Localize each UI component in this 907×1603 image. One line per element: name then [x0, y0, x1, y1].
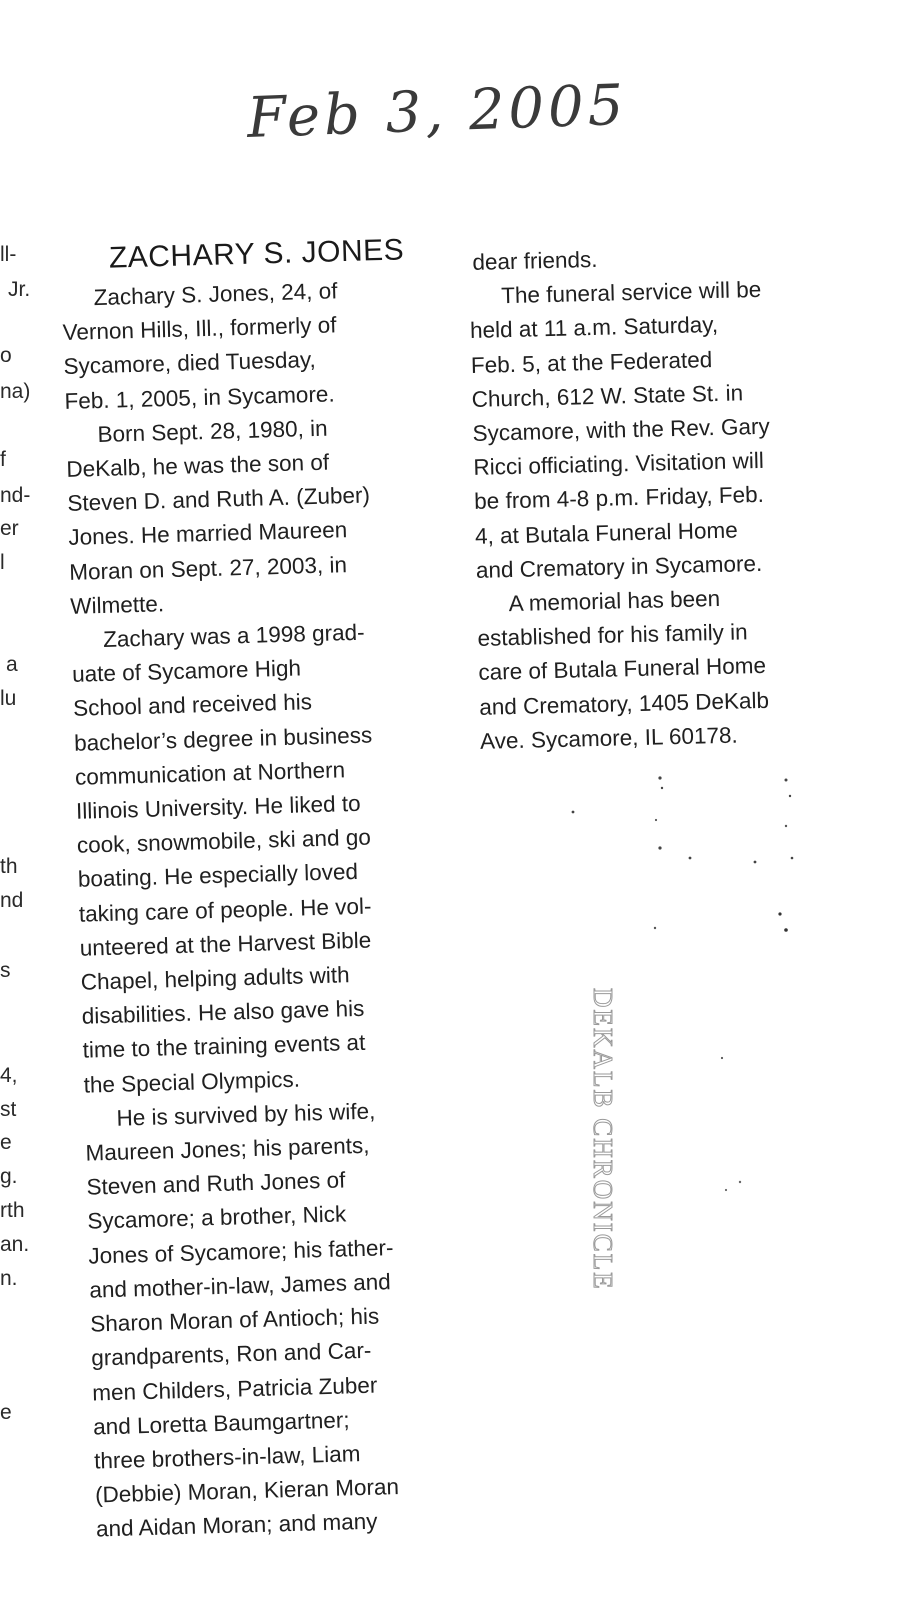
paragraph-memorial: A memorial has been established for his family in care of Butala Funeral Home and Crematory, 1405 DeKalb Ave. Sycamore, IL 60178. [477, 585, 770, 754]
fragment: l [0, 551, 5, 574]
fragment: lu [0, 687, 17, 710]
paragraph-funeral-service: The funeral service will be held at 11 a.m. Saturday, Feb. 5, at the Federated Church, 612 W. State St. in Sycamore, with the Rev. Gary Ricci officiating. Visitation will be from 4-8 p.m. Friday, Feb. 4, at Butala Funeral Home and Crematory in Sycamore. [469, 277, 770, 583]
paragraph-death-notice: Zachary S. Jones, 24, of Vernon Hills, Ill., formerly of Sycamore, died Tuesday, Feb. 1, 2005, in Sycamore. [62, 278, 338, 414]
fragment: f [0, 448, 6, 471]
fragment: nd- [0, 484, 31, 507]
fragment: st [0, 1098, 17, 1121]
fragment: o [0, 344, 12, 367]
fragment: na) [0, 380, 31, 403]
fragment: n. [0, 1267, 18, 1290]
fragment: g. [0, 1165, 18, 1188]
paragraph-biography: Zachary was a 1998 grad- uate of Sycamore High School and received his bachelor’s degree in business communication at Northern Illinois University. He liked to cook, snowmobile, ski and go boating. He especially loved taking care of people. He vol- unteered at the Harvest Bible Chapel, helping adults with disabilities. He also gave his time to the training events at the Special Olympics. [71, 619, 373, 1098]
obituary-headline: ZACHARY S. JONES [108, 233, 405, 275]
fragment: e [0, 1131, 12, 1154]
fragment: e [0, 1401, 12, 1424]
newspaper-source-stamp: DEKALB CHRONICLE [588, 988, 618, 1291]
fragment: s [0, 959, 11, 982]
paragraph-survivors: He is survived by his wife, Maureen Jones; his parents, Steven and Ruth Jones of Sycamore; a brother, Nick Jones of Sycamore; his father- and mother-in-law, James and Sharon Moran of Antioch; his grandparents, Ron and Car- men Childers, Patricia Zuber and Loretta Baumgartner; three brothers-in-law, Liam (Debbie) Moran, Kieran Moran and Aidan Moran; and many [85, 1098, 400, 1542]
fragment: rth [0, 1199, 25, 1222]
fragment: 4, [0, 1064, 18, 1087]
paragraph-continued: dear friends. [472, 246, 598, 275]
paragraph-birth-marriage: Born Sept. 28, 1980, in DeKalb, he was the son of Steven D. and Ruth A. (Zuber) Jones. He married Maureen Moran on Sept. 27, 2003, in Wilmette. [66, 415, 371, 619]
fragment: ll- [0, 243, 17, 266]
fragment: er [0, 517, 19, 540]
fragment: Jr. [8, 278, 31, 301]
fragment: nd [0, 889, 24, 912]
fragment: a [6, 653, 18, 676]
handwritten-date: Feb 3, 2005 [246, 72, 629, 151]
fragment: th [0, 855, 18, 878]
fragment: an. [0, 1233, 30, 1256]
